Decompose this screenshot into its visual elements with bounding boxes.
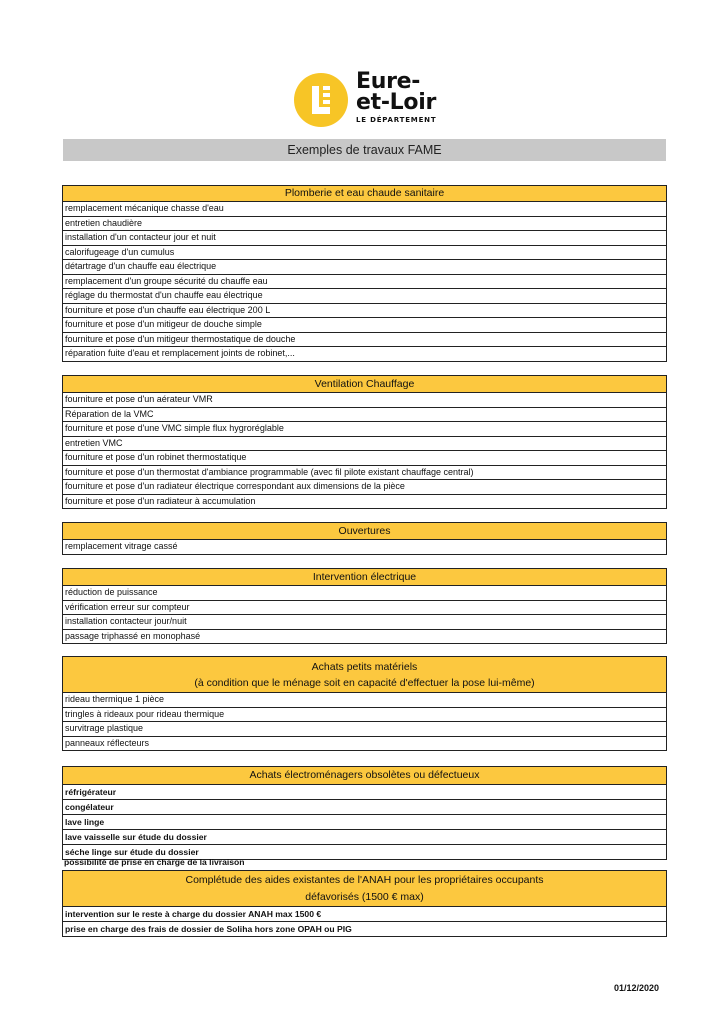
- logo-line-1: Eure-: [356, 69, 421, 94]
- list-item: vérification erreur sur compteur: [63, 601, 666, 616]
- section-title: Achats petits matériels: [311, 661, 418, 673]
- document-date: 01/12/2020: [614, 983, 660, 993]
- section-subtitle: (à condition que le ménage soit en capacité d'effectuer la pose lui-même): [194, 677, 535, 689]
- section-header: Intervention électrique: [63, 569, 666, 586]
- section-header: Ouvertures: [63, 523, 666, 540]
- list-item: réfrigérateur: [63, 785, 666, 800]
- list-item: réduction de puissance: [63, 586, 666, 601]
- list-item: fourniture et pose d'une VMC simple flux hygroréglable: [63, 422, 666, 437]
- list-item: fourniture et pose d'un aérateur VMR: [63, 393, 666, 408]
- list-item: lave linge: [63, 815, 666, 830]
- list-item: réglage du thermostat d'un chauffe eau électrique: [63, 289, 666, 304]
- list-item: Réparation de la VMC: [63, 408, 666, 423]
- list-item: congélateur: [63, 800, 666, 815]
- section-header: Plomberie et eau chaude sanitaire: [63, 186, 666, 202]
- list-item: fourniture et pose d'un radiateur électrique correspondant aux dimensions de la pièce: [63, 480, 666, 495]
- delivery-note: possibilité de prise en charge de la livraison: [64, 857, 245, 867]
- section-plomberie: [62, 185, 667, 362]
- list-item: rideau thermique 1 pièce: [63, 693, 666, 708]
- page-title: Exemples de travaux FAME: [63, 139, 666, 161]
- list-item: fourniture et pose d'un radiateur à accumulation: [63, 495, 666, 510]
- list-item: séche linge sur étude du dossier: [63, 845, 666, 860]
- section-achats: [62, 656, 667, 751]
- list-item: entretien chaudière: [63, 217, 666, 232]
- section-ouvertures: [62, 522, 667, 555]
- list-item: fourniture et pose d'un mitigeur de douche simple: [63, 318, 666, 333]
- list-item: fourniture et pose d'un chauffe eau électrique 200 L: [63, 304, 666, 319]
- list-item: fourniture et pose d'un robinet thermostatique: [63, 451, 666, 466]
- list-item: intervention sur le reste à charge du dossier ANAH max 1500 €: [63, 907, 666, 922]
- logo-subtitle: LE DÉPARTEMENT: [356, 116, 437, 124]
- list-item: calorifugeage d'un cumulus: [63, 246, 666, 261]
- list-item: entretien VMC: [63, 437, 666, 452]
- section-electrique: [62, 568, 667, 644]
- list-item: réparation fuite d'eau et remplacement joints de robinet,...: [63, 347, 666, 362]
- list-item: fourniture et pose d'un thermostat d'ambiance programmable (avec fil pilote existant chauffage central): [63, 466, 666, 481]
- section-subtitle: défavorisés (1500 € max): [63, 889, 666, 907]
- list-item: installation contacteur jour/nuit: [63, 615, 666, 630]
- section-header: Achats électroménagers obsolètes ou défectueux: [63, 767, 666, 785]
- section-header: Ventilation Chauffage: [63, 376, 666, 393]
- logo-text: [356, 71, 436, 124]
- list-item: remplacement mécanique chasse d'eau: [63, 202, 666, 217]
- list-item: passage triphassé en monophasé: [63, 630, 666, 645]
- list-item: lave vaisselle sur étude du dossier: [63, 830, 666, 845]
- list-item: remplacement vitrage cassé: [63, 540, 666, 555]
- list-item: remplacement d'un groupe sécurité du chauffe eau: [63, 275, 666, 290]
- logo-mark-icon: [294, 73, 348, 127]
- list-item: détartrage d'un chauffe eau électrique: [63, 260, 666, 275]
- section-header: [63, 657, 666, 693]
- section-electromenagers: [62, 766, 667, 860]
- section-title: Complétude des aides existantes de l'ANAH pour les propriétaires occupants: [63, 871, 666, 889]
- section-anah: [62, 870, 667, 937]
- list-item: panneaux réflecteurs: [63, 737, 666, 752]
- list-item: survitrage plastique: [63, 722, 666, 737]
- list-item: tringles à rideaux pour rideau thermique: [63, 708, 666, 723]
- list-item: installation d'un contacteur jour et nuit: [63, 231, 666, 246]
- list-item: prise en charge des frais de dossier de Soliha hors zone OPAH ou PIG: [63, 922, 666, 937]
- list-item: fourniture et pose d'un mitigeur thermostatique de douche: [63, 333, 666, 348]
- section-ventilation: [62, 375, 667, 509]
- logo: [294, 69, 454, 131]
- logo-line-2: et-Loir: [356, 90, 436, 115]
